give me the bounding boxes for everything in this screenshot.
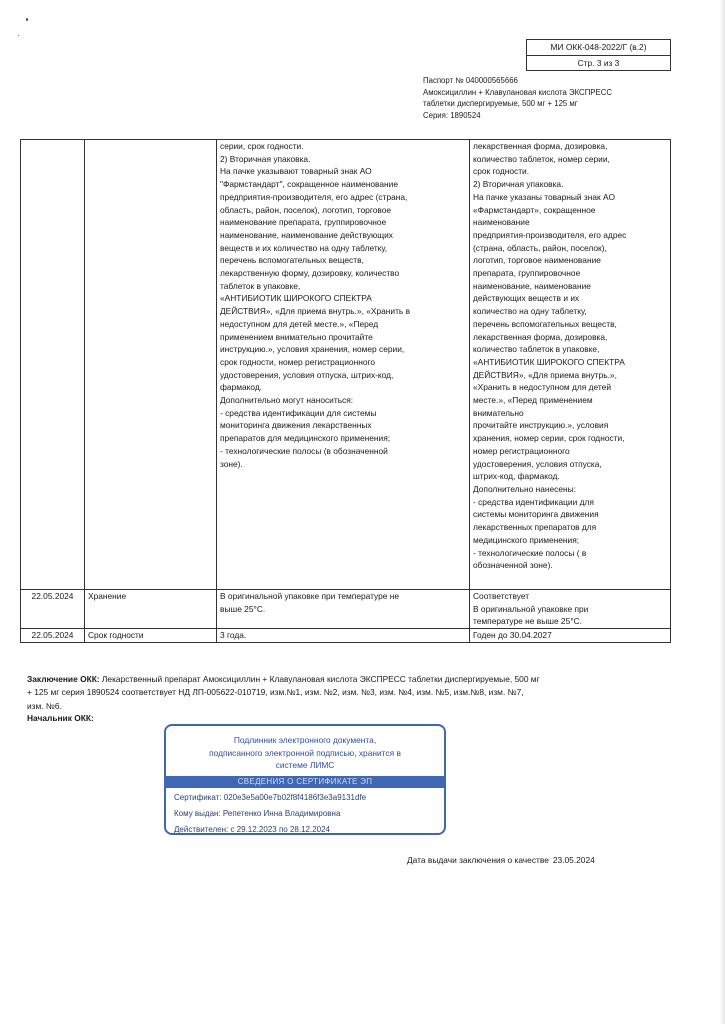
text-line: Дополнительно нанесены: [473,483,576,494]
table-row [21,590,671,629]
scan-speck [18,35,19,36]
row1-requirement [217,140,470,590]
text-line: 2) Вторичная упаковка. [473,179,564,190]
text-line: На пачке указаны товарный знак АО [473,191,615,202]
text-line: предприятия-производителя, его адрес (страна, [220,191,408,202]
text-line: - технологические полосы (в обозначенной [220,445,388,456]
text-line: препарата, группировочное [473,268,581,279]
stamp-certificate-band: СВЕДЕНИЯ О СЕРТИФИКАТЕ ЭП [166,776,444,788]
text-line: наименование [473,217,530,228]
text-line: логотип, торговое наименование [473,255,601,266]
stamp-validity: Действителен: с 29.12.2023 по 28.12.2024 [174,824,330,834]
text-line: подписанного электронной подписью, хранится в [209,747,401,758]
stamp-title [166,734,444,772]
text-line: лекарственных препаратов для [473,522,597,533]
text-line: область, район, поселок), логотип, торговое [220,204,392,215]
text-line: - технологические полосы ( в [473,547,587,558]
text-line: недоступном для детей месте.», «Перед [220,318,379,329]
text-line: применением внимательно прочитайте [220,331,373,342]
issue-date-label: Дата выдачи заключения о качестве [407,855,549,865]
row2-result [470,590,671,629]
text-line: - средства идентификации для [473,496,594,507]
text-line: инструкцию.», условия хранения, номер серии, [220,344,405,355]
quality-table [20,139,671,643]
text-line: хранения, номер серии, срок годности, [473,433,625,444]
text-line: зоне). [220,458,243,469]
passport-block [423,75,683,121]
text-line: фармакод. [220,382,263,393]
text-line: штрих-код, фармакод. [473,471,560,482]
text-line: лекарственная форма, дозировка, [473,141,608,151]
text-line: препаратов для медицинского применения; [220,433,391,444]
conclusion-line-1: Лекарственный препарат Амоксициллин + Клавулановая кислота ЭКСПРЕСС таблетки диспергируемые, 500 мг [99,674,540,684]
row2-requirement [217,590,470,629]
text-line: срок годности, номер регистрационного [220,356,376,367]
document-code: МИ ОКК-048-2022/Г (в.2) [550,42,647,52]
text-line: срок годности. [473,166,530,177]
text-line: количество таблеток в упаковке, [473,344,600,355]
conclusion-line-2: + 125 мг серия 1890524 соответствует НД ЛП-005622-010719, изм.№1, изм. №2, изм. №3, изм. №4, изм. №5, изм.№8, изм. №7, [27,687,524,698]
text-line: ДЕЙСТВИЯ», «Для приема внутрь.», «Хранить в [220,306,411,317]
conclusion-line-3: изм. №6. [27,700,62,711]
issue-date-value: 23.05.2024 [552,855,595,865]
text-line: веществ и их количество на одну таблетку, [220,242,388,253]
text-line: Годен до 30.04.2027 [473,630,552,641]
text-line: "Фармстандарт", сокращенное наименование [220,179,399,190]
row3-result [470,629,671,643]
text-line: количество на одну таблетку, [473,306,587,317]
row3-requirement [217,629,470,643]
text-line: предприятия-производителя, его адрес [473,229,627,240]
text-line: перечень вспомогательных веществ, [473,318,617,329]
text-line: наименование препарата, группировочное [220,217,387,228]
text-line: системе ЛИМС [275,760,335,770]
text-line: прочитайте инструкцию.», условия [473,420,609,431]
text-line: удостоверения, условия отпуска, [473,458,602,469]
row2-date: 22.05.2024 [21,590,85,629]
scan-speck [26,18,28,21]
row1-result [470,140,671,590]
row1-date [21,140,85,590]
text-line: «АНТИБИОТИК ШИРОКОГО СПЕКТРА [220,293,372,304]
text-line: - средства идентификации для системы [220,407,377,418]
text-line: «Фармстандарт», сокращенное [473,204,596,215]
text-line: обозначенной зоне). [473,560,553,571]
text-line: номер регистрационного [473,445,570,456]
text-line: 3 года. [220,630,247,641]
passport-number: Паспорт № 040000565666 [423,76,518,85]
text-line: наименование, наименование [473,280,591,291]
text-line: На пачке указывают товарный знак АО [220,166,372,177]
text-line: «АНТИБИОТИК ШИРОКОГО СПЕКТРА [473,356,625,367]
scan-edge-shadow [720,0,725,1024]
row3-date: 22.05.2024 [21,629,85,643]
chief-label: Начальник ОКК: [27,713,94,723]
text-line: Подлинник электронного документа, [233,735,377,745]
passport-product: Амоксициллин + Клавулановая кислота ЭКСПРЕСС [423,87,612,97]
row3-parameter: Срок годности [85,629,217,643]
text-line: ДЕЙСТВИЯ», «Для приема внутрь.», [473,369,617,380]
document-code-box [526,39,671,71]
table-row [21,140,671,590]
passport-form: таблетки диспергируемые, 500 мг + 125 мг [423,99,578,109]
passport-series: Серия: 1890524 [423,110,481,120]
text-line: внимательно [473,407,524,418]
text-line: медицинского применения; [473,534,580,545]
row1-parameter [85,140,217,590]
text-line: В оригинальной упаковке при температуре не [220,591,400,601]
text-line: лекарственную форму, дозировку, количество [220,268,400,279]
text-line: 2) Вторичная упаковка. [220,153,311,164]
electronic-signature-stamp [164,724,446,835]
text-line: серии, срок годности. [220,141,304,151]
text-line: выше 25°C. [220,603,266,614]
text-line: мониторинга движения лекарственных [220,420,372,431]
text-line: температуре не выше 25°C. [473,616,582,627]
text-line: системы мониторинга движения [473,509,599,520]
text-line: наименование, наименование действующих [220,229,393,240]
conclusion-block [27,673,587,713]
text-line: «Хранить в недоступном для детей [473,382,611,393]
text-line: лекарственная форма, дозировка, [473,331,608,342]
text-line: Соответствует [473,591,530,601]
stamp-certificate: Сертификат: 020e3e5a00e7b02f8f4186f3e3a9131dfe [174,792,367,802]
text-line: Дополнительно могут наноситься: [220,395,354,406]
text-line: действующих веществ и их [473,293,580,304]
issue-date-line [407,855,595,865]
text-line: удостоверения, условия отпуска, штрих-код, [220,369,394,380]
text-line: месте.», «Перед применением [473,395,593,406]
text-line: перечень вспомогательных веществ, [220,255,364,266]
stamp-issued-to: Кому выдан: Репетенко Инна Владимировна [174,808,341,818]
text-line: В оригинальной упаковке при [473,603,589,614]
conclusion-label: Заключение ОКК: [27,674,100,684]
row2-parameter: Хранение [85,590,217,629]
page-number: Стр. 3 из 3 [527,55,670,71]
table-row [21,629,671,643]
text-line: (страна, область, район, поселок), [473,242,607,253]
text-line: количество таблеток, номер серии, [473,153,610,164]
text-line: таблеток в упаковке, [220,280,301,291]
